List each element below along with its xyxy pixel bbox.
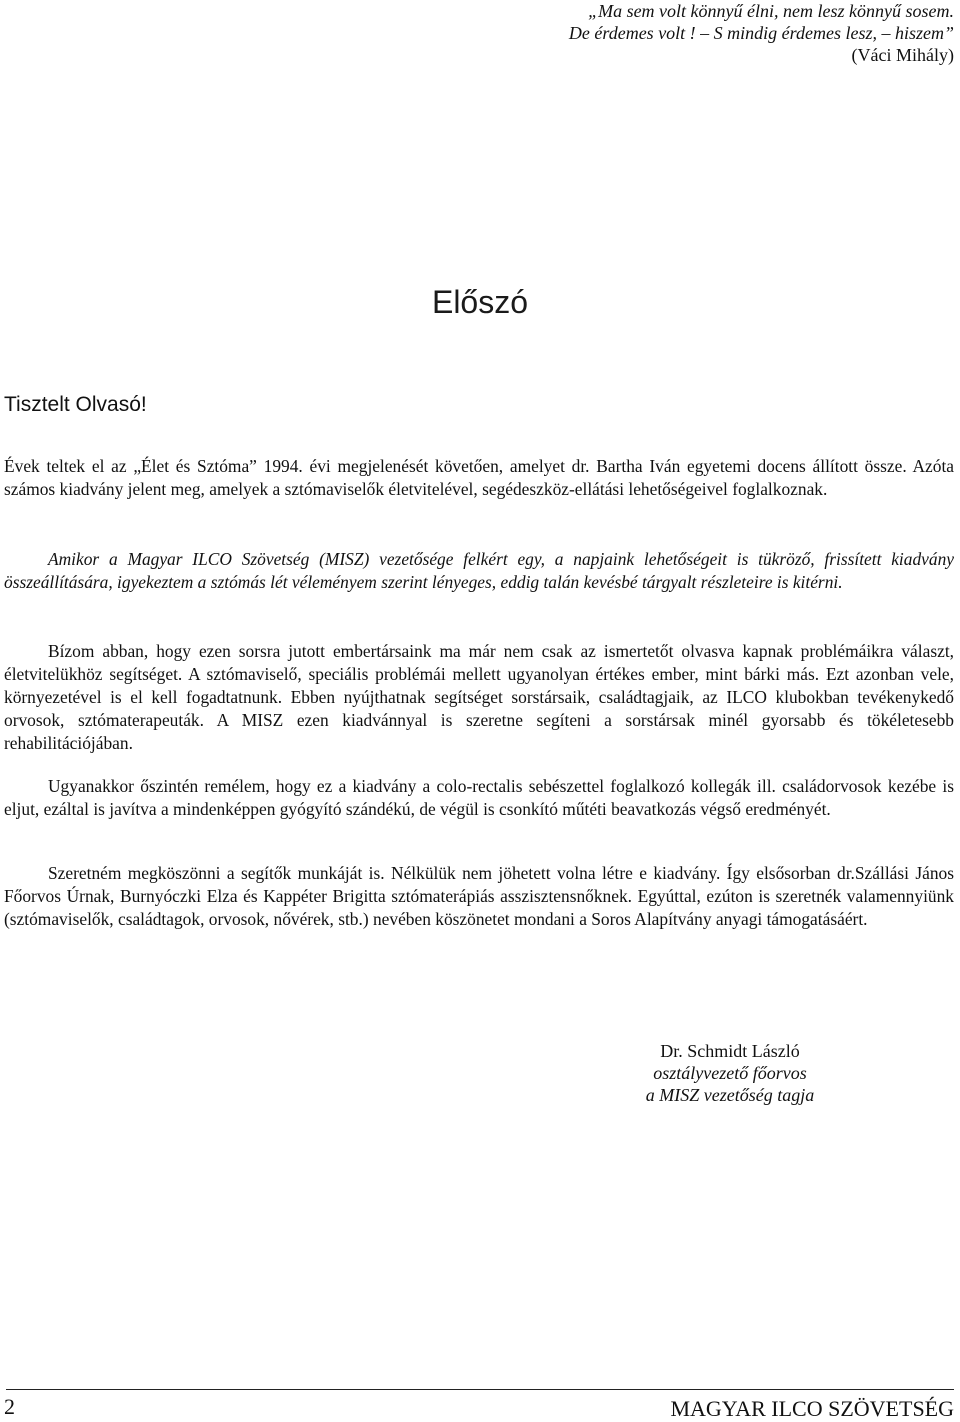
epigraph	[334, 0, 954, 66]
signature-name: Dr. Schmidt László	[660, 1041, 800, 1061]
salutation: Tisztelt Olvasó!	[4, 393, 147, 416]
epigraph-line-2: De érdemes volt ! – S mindig érdemes lesz, – hiszem”	[568, 23, 954, 43]
footer-organization: MAGYAR ILCO SZÖVETSÉG	[670, 1396, 954, 1421]
paragraph-2: Amikor a Magyar ILCO Szövetség (MISZ) vezetősége felkért egy, a napjaink lehetőségeit is tükröző, frissített kiadvány összeállítására, igyekeztem a sztómás lét véleményem szerint lényeges, eddig talán kevésbé tárgyalt részleteire is kitérni.	[4, 549, 954, 592]
paragraph-5: Szeretném megköszönni a segítők munkáját is. Nélkülük nem jöhetett volna létre e kiadvány. Így elsősorban dr.Szállási János Főorvos Úrnak, Burnyóczki Elza és Kappéter Brigitta sztómaterápiás asszisztensnőknek. Egyúttal, ezúton is szeretnék valamennyiünk (sztómaviselők, családtagok, orvosok, nővérek, stb.) nevében köszönetet mondani a Soros Alapítvány anyagi támogatásáért.	[4, 863, 954, 929]
signature-role: osztályvezető főorvos	[653, 1063, 807, 1083]
paragraph-4: Ugyanakkor őszintén remélem, hogy ez a kiadvány a colo-rectalis sebészettel foglalkozó kollegák ill. családorvosok kezébe is eljut, ezáltal is javítva a mindenképpen gyógyító szándékú, de végül is csonkító műtéti beavatkozás végső eredményét.	[4, 776, 954, 819]
epigraph-author: (Váci Mihály)	[851, 45, 954, 65]
signature-block	[560, 1040, 900, 1106]
footer-divider	[6, 1389, 954, 1390]
paragraph-3: Bízom abban, hogy ezen sorsra jutott embertársaink ma már nem csak az ismertetőt olvasva kapnak problémáikra választ, életvitelükhöz segítséget. A sztómaviselő, speciális problémái mellett ugyanolyan értékes ember, mint bárki más. Ezt azonban vele, környezetével is el kell fogadtatnunk. Ebben nyújthatnak segítséget sorstársaik, családtagjaik, az ILCO klubokban tevékenykedő orvosok, sztómaterapeuták. A MISZ ezen kiadvánnyal is szeretne segíteni a sorstársak minél gyorsabb és tökéletesebb rehabilitációjában.	[4, 641, 954, 753]
paragraph-1: Évek teltek el az „Élet és Sztóma” 1994. évi megjelenését követően, amelyet dr. Bartha Iván egyetemi docens állított össze. Azóta számos kiadvány jelent meg, amelyek a sztómaviselők életvitelével, segédeszköz-ellátási lehetőségeivel foglalkoznak.	[4, 456, 954, 499]
signature-org: a MISZ vezetőség tagja	[645, 1085, 815, 1105]
page-number: 2	[4, 1394, 15, 1419]
page-title: Előszó	[431, 284, 529, 320]
epigraph-line-1: „Ma sem volt könnyű élni, nem lesz könnyű sosem.	[588, 1, 954, 21]
